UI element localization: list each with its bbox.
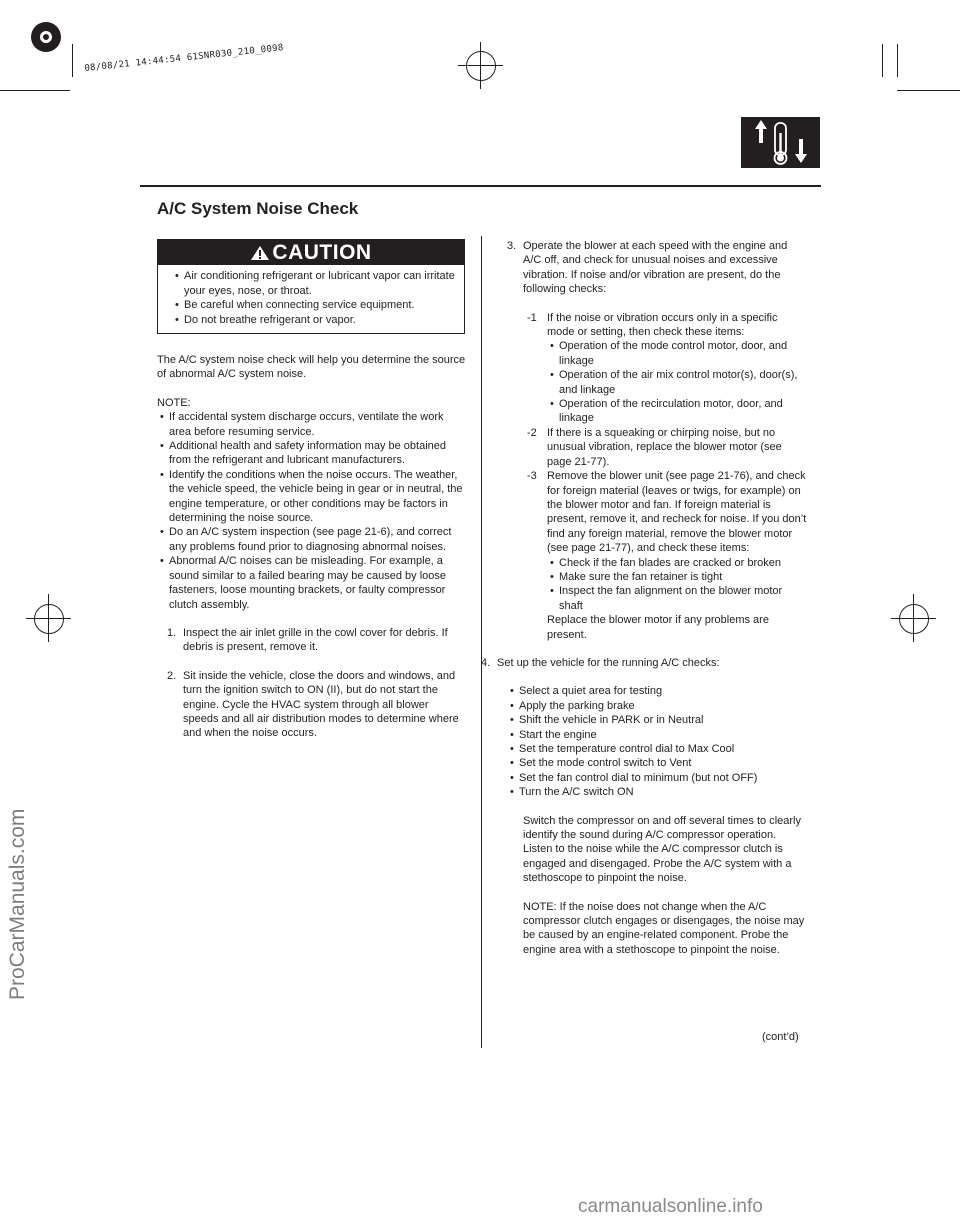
caution-box [157, 239, 465, 334]
setup-item: • Set the temperature control dial to Max Cool [507, 742, 807, 756]
right-column [481, 239, 807, 957]
intro-paragraph: The A/C system noise check will help you determine the source of abnormal A/C system noise. [157, 354, 466, 381]
continued-label: (cont’d) [762, 1031, 799, 1043]
substep-text: If the noise or vibration occurs only in a specific mode or setting, then check these items: [547, 311, 778, 339]
substep-bullet: • Operation of the recirculation motor, door, and linkage [547, 397, 807, 426]
setup-item: • Start the engine [507, 728, 807, 742]
setup-item: • Shift the vehicle in PARK or in Neutral [507, 713, 807, 727]
registration-target-top-left [31, 22, 61, 52]
step-2 [167, 669, 467, 741]
crosshair-right [891, 618, 936, 619]
step-text: Sit inside the vehicle, close the doors and windows, and turn the ignition switch to ON (II), but do not start the engine. Cycle the HVAC system through all blower speeds and all air distribution modes to determine where and when the noise occurs. [183, 669, 459, 740]
substep-number: -3 [527, 470, 537, 483]
header-rule [140, 185, 821, 187]
crop-mark [882, 44, 883, 77]
setup-list [507, 684, 807, 799]
substep-3-3 [527, 469, 807, 642]
note-item: • Identify the conditions when the noise occurs. The weather, the vehicle speed, the vehicle being in gear or in neutral, the engine temperature, or other conditions may be factors in determining the noise source. [157, 468, 467, 526]
caution-item: • Be careful when connecting service equipment. [172, 298, 456, 313]
substep-3-1 [527, 311, 807, 426]
setup-item: • Set the fan control dial to minimum (but not OFF) [507, 771, 807, 785]
crop-mark [72, 44, 73, 77]
substep-bullet: • Operation of the mode control motor, door, and linkage [547, 339, 807, 368]
thermometer-icon [741, 117, 820, 168]
step-number: 2. [167, 669, 177, 682]
step-number: 1. [167, 626, 177, 639]
step-text: Operate the blower at each speed with the engine and A/C off, and check for unusual noises and excessive vibration. If noise and/or vibration are present, do the following checks: [523, 240, 788, 296]
step-3 [507, 239, 807, 297]
crosshair-top [466, 51, 496, 81]
step-number: 3. [507, 240, 517, 252]
caution-item: • Do not breathe refrigerant or vapor. [172, 313, 456, 328]
caution-label: CAUTION [272, 240, 372, 264]
warning-triangle-icon [250, 245, 270, 261]
caution-list [158, 269, 464, 327]
setup-item: • Set the mode control switch to Vent [507, 756, 807, 770]
setup-item: • Turn the A/C switch ON [507, 785, 807, 799]
crop-mark [0, 90, 70, 91]
substep-number: -1 [527, 311, 537, 324]
caution-header [158, 240, 464, 265]
engine-note: NOTE: If the noise does not change when the A/C compressor clutch engages or disengages, the noise may be caused by an engine-related component. Probe the engine area with a stethoscope to pinpoint the noise. [523, 900, 805, 956]
compressor-paragraph: Switch the compressor on and off several times to clearly identify the sound during A/C compressor operation. Listen to the noise while the A/C compressor clutch is engaged and disengaged. Probe the A/C system with a stethoscope to pinpoint the noise. [523, 814, 801, 885]
step-text: Set up the vehicle for the running A/C checks: [497, 656, 720, 669]
substep-number: -2 [527, 426, 537, 439]
note-label: NOTE: [157, 396, 191, 409]
crosshair-top [458, 65, 503, 66]
print-timestamp: 08/08/21 14:44:54 61SNR030_210_0098 [84, 43, 285, 74]
crosshair-right [899, 604, 929, 634]
bottom-watermark: carmanualsonline.info [578, 1196, 763, 1217]
column-divider [481, 236, 482, 1048]
substep-bullet: • Inspect the fan alignment on the blower motor shaft [547, 584, 807, 613]
crosshair-left [26, 618, 71, 619]
substep-text: If there is a squeaking or chirping noise, but no unusual vibration, replace the blower motor (see page 21-77). [547, 426, 782, 468]
substep-bullet: • Operation of the air mix control motor(s), door(s), and linkage [547, 368, 807, 397]
side-watermark: ProCarManuals.com [6, 808, 29, 1000]
step-4 [481, 656, 807, 670]
substep-bullet: • Make sure the fan retainer is tight [547, 570, 807, 584]
step-number: 4. [481, 656, 491, 669]
note-item: • Abnormal A/C noises can be misleading. For example, a sound similar to a failed bearing may be caused by loose fasteners, loose mounting brackets, or faulty compressor clutch assembly. [157, 554, 467, 612]
setup-item: • Apply the parking brake [507, 699, 807, 713]
step-text: Inspect the air inlet grille in the cowl cover for debris. If debris is present, remove it. [183, 626, 448, 654]
caution-item: • Air conditioning refrigerant or lubricant vapor can irritate your eyes, nose, or throat. [172, 269, 456, 298]
setup-item: • Select a quiet area for testing [507, 684, 807, 698]
step-1 [167, 626, 467, 655]
crop-mark [897, 90, 960, 91]
section-title: A/C System Noise Check [157, 199, 359, 218]
substep-3-2 [527, 426, 807, 469]
substep-after: Replace the blower motor if any problems are present. [547, 614, 769, 641]
left-column [157, 353, 467, 741]
note-item: • If accidental system discharge occurs, ventilate the work area before resuming service. [157, 410, 467, 439]
crop-mark [897, 44, 898, 77]
substep-bullet: • Check if the fan blades are cracked or broken [547, 556, 807, 570]
note-item: • Additional health and safety information may be obtained from the refrigerant and lubricant manufacturers. [157, 439, 467, 468]
crosshair-left [34, 604, 64, 634]
substep-text: Remove the blower unit (see page 21-76), and check for foreign material (leaves or twigs, for example) on the blower motor and fan. If foreign material is present, remove it, and recheck for noise. If you don’t find any foreign material, remove the blower motor (see page 21-77), and check these items: [547, 470, 807, 555]
note-item: • Do an A/C system inspection (see page 21-6), and correct any problems found prior to diagnosing abnormal noises. [157, 525, 467, 554]
notes-list [157, 410, 467, 612]
